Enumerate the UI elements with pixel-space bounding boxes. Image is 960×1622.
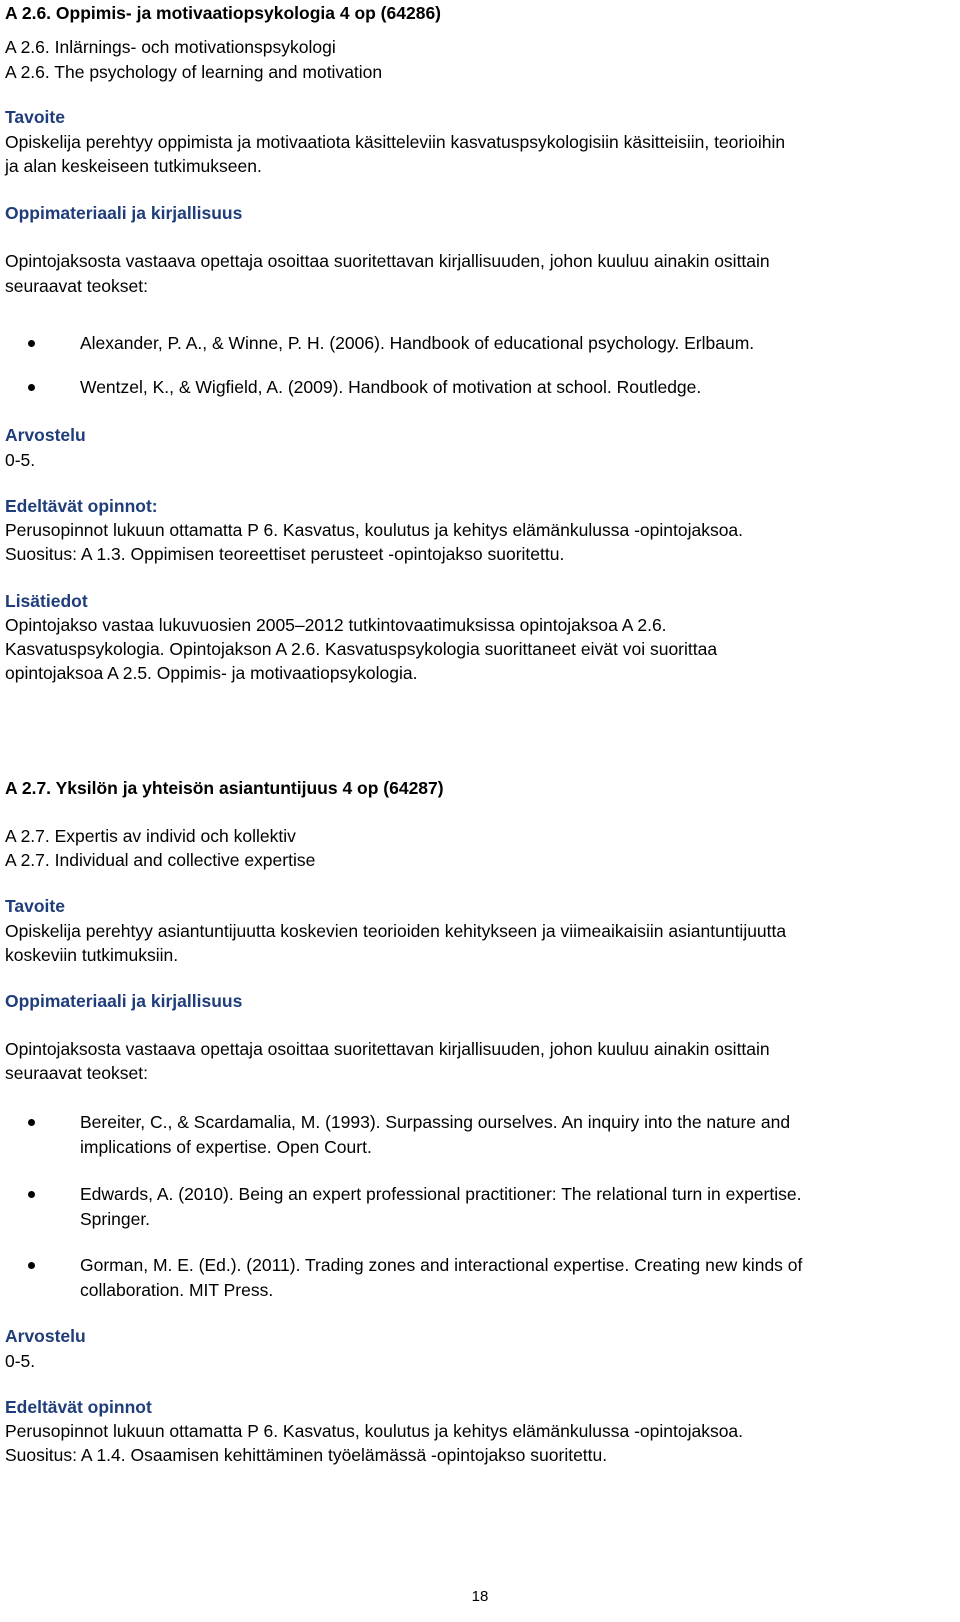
course1-prereq-line: Suositus: A 1.3. Oppimisen teoreettiset perusteet -opintojakso suoritettu. — [5, 544, 565, 564]
course2-title: A 2.7. Yksilön ja yhteisön asiantuntijuus 4 op (64287) — [5, 778, 444, 798]
book-reference-line: Gorman, M. E. (Ed.). (2011). Trading zones and interactional expertise. Creating new kinds of — [80, 1255, 803, 1275]
course1-title: A 2.6. Oppimis- ja motivaatiopsykologia 4 op (64286) — [5, 3, 442, 23]
bullet-icon — [28, 340, 35, 347]
course2-prereq-line: Suositus: A 1.4. Osaamisen kehittäminen työelämässä -opintojakso suoritettu. — [5, 1445, 608, 1465]
course2-swedish-title: A 2.7. Expertis av individ och kollektiv — [5, 826, 296, 846]
course2-grading-value: 0-5. — [5, 1351, 36, 1371]
course2-goal-line: Opiskelija perehtyy asiantuntijuutta koskevien teorioiden kehitykseen ja viimeaikaisiin asiantuntijuutta — [5, 921, 787, 941]
course1-materials-line: Opintojaksosta vastaava opettaja osoittaa suoritettavan kirjallisuuden, johon kuuluu ainakin osittain — [5, 251, 770, 271]
course1-grading-heading: Arvostelu — [5, 425, 86, 445]
course1-info-line: Opintojakso vastaa lukuvuosien 2005–2012 tutkintovaatimuksissa opintojaksoa A 2.6. — [5, 615, 667, 635]
book-reference-line: collaboration. MIT Press. — [80, 1280, 274, 1300]
book-reference: Alexander, P. A., & Winne, P. H. (2006). Handbook of educational psychology. Erlbaum. — [80, 333, 755, 353]
course2-grading-heading: Arvostelu — [5, 1326, 86, 1346]
course1-goal-heading: Tavoite — [5, 107, 65, 127]
bullet-icon — [28, 1262, 35, 1269]
course2-goal-line: koskeviin tutkimuksiin. — [5, 945, 179, 965]
course2-prereq-heading: Edeltävät opinnot — [5, 1397, 152, 1417]
book-reference: Wentzel, K., & Wigfield, A. (2009). Handbook of motivation at school. Routledge. — [80, 377, 702, 397]
course1-info-heading: Lisätiedot — [5, 591, 88, 611]
course2-materials-line: Opintojaksosta vastaava opettaja osoittaa suoritettavan kirjallisuuden, johon kuuluu ainakin osittain — [5, 1039, 770, 1059]
book-reference-line: implications of expertise. Open Court. — [80, 1137, 372, 1157]
course1-materials-line: seuraavat teokset: — [5, 276, 148, 296]
course2-prereq-line: Perusopinnot lukuun ottamatta P 6. Kasvatus, koulutus ja kehitys elämänkulussa -opintojaksoa. — [5, 1421, 744, 1441]
course2-materials-line: seuraavat teokset: — [5, 1063, 148, 1083]
course1-english-title: A 2.6. The psychology of learning and motivation — [5, 62, 383, 82]
book-reference-line: Bereiter, C., & Scardamalia, M. (1993). Surpassing ourselves. An inquiry into the nature and — [80, 1112, 791, 1132]
bullet-icon — [28, 1191, 35, 1198]
course2-materials-heading: Oppimateriaali ja kirjallisuus — [5, 991, 243, 1011]
course1-grading-value: 0-5. — [5, 450, 36, 470]
course1-info-line: Kasvatuspsykologia. Opintojakson A 2.6. Kasvatuspsykologia suorittaneet eivät voi suorittaa — [5, 639, 718, 659]
course1-prereq-line: Perusopinnot lukuun ottamatta P 6. Kasvatus, koulutus ja kehitys elämänkulussa -opintojaksoa. — [5, 520, 744, 540]
page-number: 18 — [471, 1588, 489, 1605]
course2-goal-heading: Tavoite — [5, 896, 65, 916]
course1-goal-line: ja alan keskeiseen tutkimukseen. — [5, 156, 262, 176]
course1-materials-heading: Oppimateriaali ja kirjallisuus — [5, 203, 243, 223]
course1-prereq-heading: Edeltävät opinnot: — [5, 496, 158, 516]
book-reference-line: Springer. — [80, 1209, 151, 1229]
course2-english-title: A 2.7. Individual and collective expertise — [5, 850, 316, 870]
course1-goal-line: Opiskelija perehtyy oppimista ja motivaatiota käsitteleviin kasvatuspsykologisiin käsitteisiin, teorioihin — [5, 132, 786, 152]
course1-info-line: opintojaksoa A 2.5. Oppimis- ja motivaatiopsykologia. — [5, 663, 418, 683]
bullet-icon — [28, 1119, 35, 1126]
bullet-icon — [28, 384, 35, 391]
course1-swedish-title: A 2.6. Inlärnings- och motivationspsykologi — [5, 37, 336, 57]
book-reference-line: Edwards, A. (2010). Being an expert professional practitioner: The relational turn in expertise. — [80, 1184, 802, 1204]
